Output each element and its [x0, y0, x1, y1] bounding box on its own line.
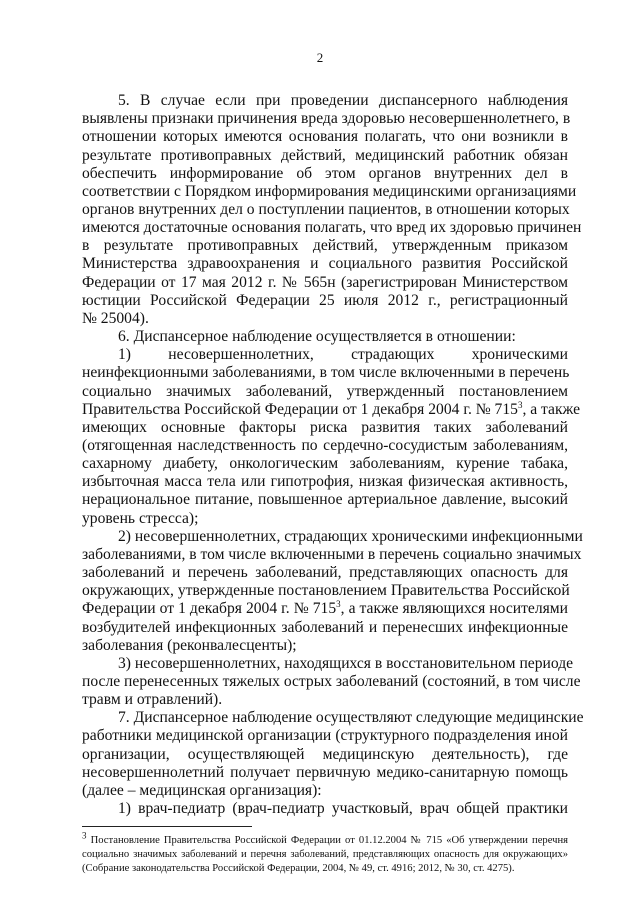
text-line-head: Правительства Российской Федерации от 1 декабря 2004 г. № 715 — [82, 400, 518, 418]
text-line: 7. Диспансерное наблюдение осуществляют следующие медицинские — [118, 709, 584, 727]
text-line: 1) несовершеннолетних, страдающих хроническими — [118, 346, 568, 364]
text-line-head: Федерации от 1 декабря 2004 г. № 715 — [82, 600, 337, 618]
text-line: неинфекционными заболеваниями, в том числе включенными в перечень — [82, 364, 570, 382]
page-number: 2 — [316, 50, 324, 65]
text-line: заболеваниями, в том числе включенными в перечень социально значимых — [82, 545, 582, 563]
text-line: в результате противоправных действий, утвержденным приказом — [82, 237, 568, 255]
text-line: имеющих основные факторы риска развития таких заболеваний — [82, 418, 568, 436]
text-line: результате противоправных действий, медицинский работник обязан — [82, 146, 568, 164]
text-line: Министерства здравоохранения и социального развития Российской — [82, 255, 568, 273]
footnote-marker: 3 — [82, 830, 87, 841]
text-line: (далее – медицинская организация): — [82, 781, 322, 799]
text-line: Федерации от 17 мая 2012 г. № 565н (зарегистрирован Министерством — [82, 273, 568, 291]
text-line: юстиции Российской Федерации 25 июля 2012 г., регистрационный — [82, 291, 568, 309]
footnote-ref: 3 — [336, 599, 341, 610]
text-line: социально значимых заболеваний, утвержденный постановлением — [82, 382, 568, 400]
text-line: возбудителей инфекционных заболеваний и перенесших инфекционные — [82, 618, 568, 636]
text-line: № 25004). — [82, 309, 149, 327]
text-line: 2) несовершеннолетних, страдающих хроническими инфекционными — [118, 527, 583, 545]
text-line: отношении которых имеются основания полагать, что они возникли в — [82, 128, 568, 146]
footnote-line: социально значимых заболеваний и перечня заболеваний, представляющих опасность для окружающих» — [82, 849, 568, 860]
text-line: несовершеннолетний получает первичную медико-санитарную помощь — [82, 763, 568, 781]
text-line-tail: , а также являющихся носителями — [340, 600, 568, 618]
text-line: 6. Диспансерное наблюдение осуществляется в отношении: — [118, 328, 516, 345]
text-line: уровень стресса); — [82, 509, 199, 527]
text-line: 1) врач-педиатр (врач-педиатр участковый, врач общей практики — [118, 800, 568, 817]
footnote-line: $^3$ Постановление Правительства Российской Федерации от 01.12.2004 № 715 «Об утверждении перечня — [82, 830, 568, 846]
text-line: избыточная масса тела или гипотрофия, низкая физическая активность, — [82, 473, 568, 491]
text-line: после перенесенных тяжелых острых заболеваний (состояний, в том числе — [82, 672, 581, 690]
text-line: имеются достаточные основания полагать, что вред их здоровью причинен — [82, 219, 582, 237]
text-line — [82, 600, 568, 618]
text-line: соответствии с Порядком информирования медицинскими организациями — [82, 182, 577, 200]
text-line: сахарному диабету, онкологическим заболеваниям, курение табака, — [82, 455, 568, 473]
footnote-ref: 3 — [517, 399, 523, 410]
text-line: заболевания (реконвалесценты); — [82, 636, 297, 654]
text-line: выявлены признаки причинения вреда здоровью несовершеннолетнего, в — [82, 110, 571, 128]
text-line-tail: , а также — [522, 400, 581, 418]
text-line: органов внутренних дел о поступлении пациентов, в отношении которых — [82, 200, 570, 218]
text-line: (отягощенная наследственность по сердечно-сосудистым заболеваниям, — [82, 436, 568, 454]
text-line: обеспечить информирование об этом органов внутренних дел в — [82, 164, 568, 182]
text-line: 5. В случае если при проведении диспансерного наблюдения — [118, 92, 568, 109]
text-line: травм и отравлений). — [82, 691, 223, 709]
text-line: нерациональное питание, повышенное артериальное давление, высокий — [82, 491, 568, 509]
text-line: заболеваний и перечень заболеваний, представляющих опасность для — [82, 564, 568, 581]
text-line: окружающих, утвержденные постановлением Правительства Российской — [82, 582, 570, 600]
text-line — [82, 399, 581, 419]
footnote-line: (Собрание законодательства Российской Федерации, 2004, № 49, ст. 4916; 2012, № 30, ст. 4275). — [82, 863, 515, 874]
text-line: 3) несовершеннолетних, находящихся в восстановительном периоде — [118, 654, 574, 672]
footnote-separator — [82, 826, 252, 827]
text-line: организации, осуществляющей медицинскую деятельность), где — [82, 745, 568, 763]
text-line: работники медицинской организации (структурного подразделения иной — [82, 727, 568, 745]
